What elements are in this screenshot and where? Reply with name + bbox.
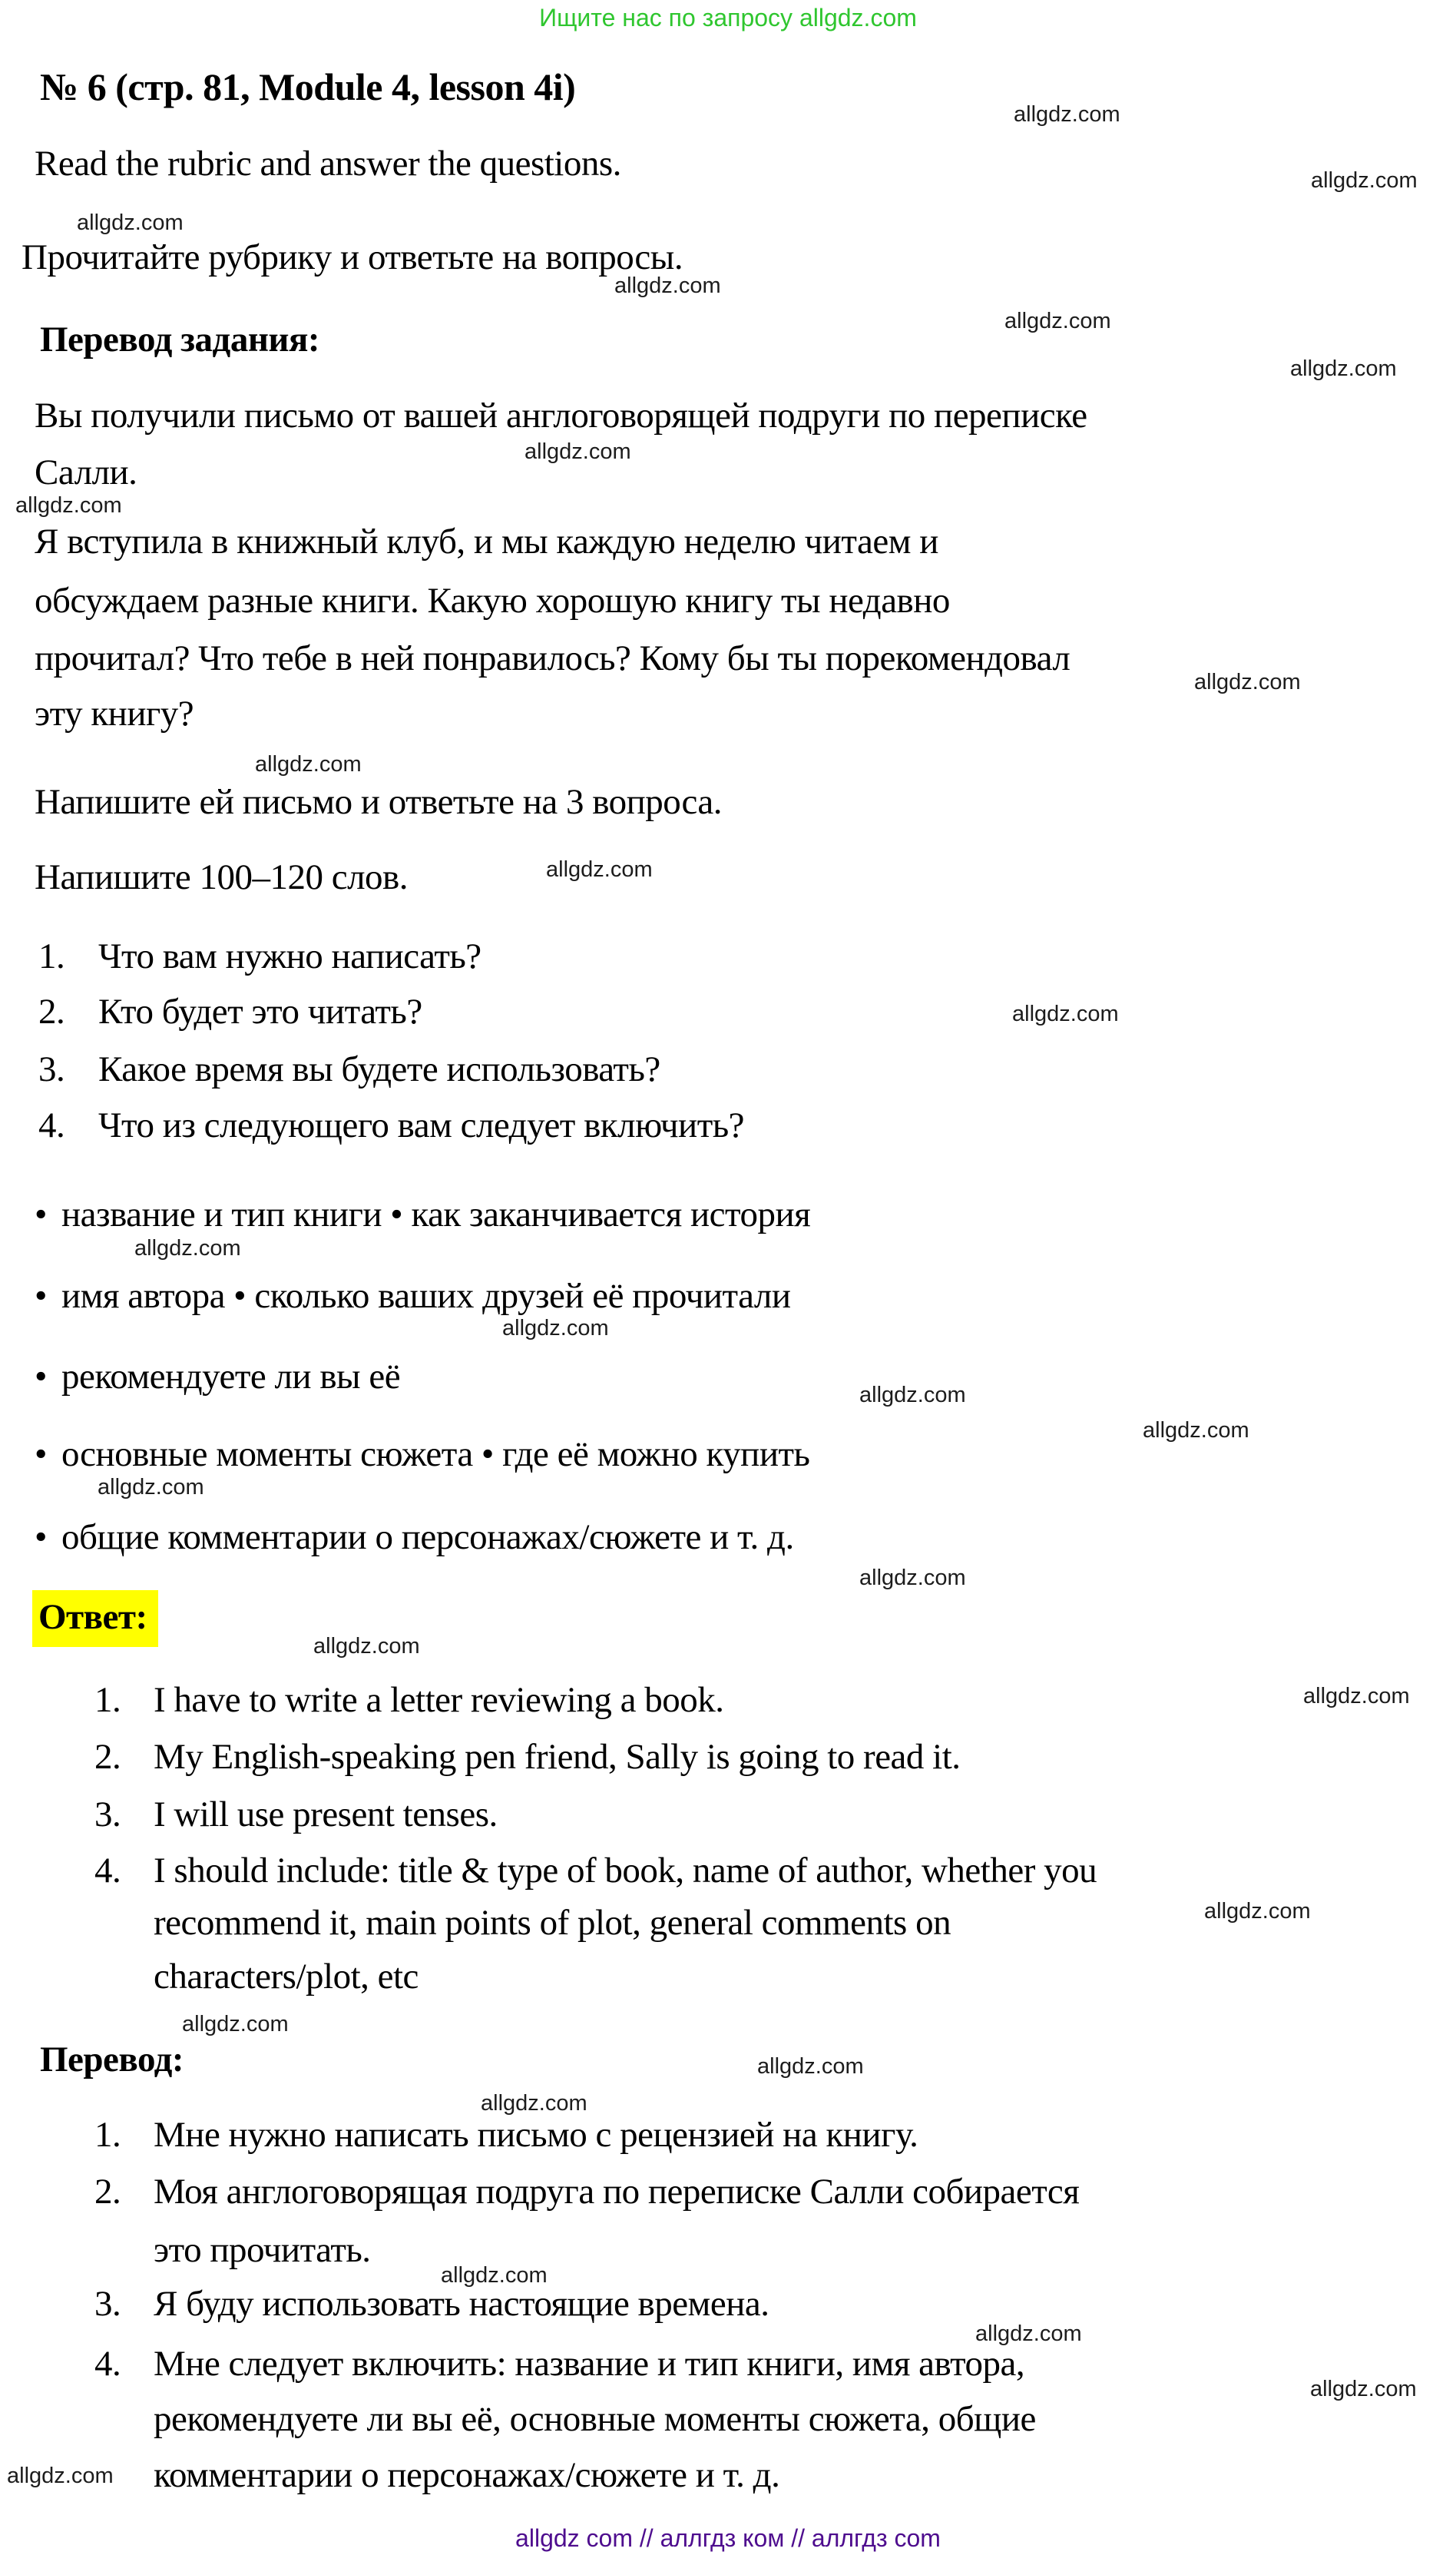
watermark: allgdz.com: [859, 1383, 966, 1407]
watermark: allgdz.com: [313, 1634, 420, 1659]
translation-heading: Перевод:: [40, 2040, 184, 2079]
answer-item: [94, 1738, 961, 1778]
answer-heading-label: Ответ:: [32, 1590, 158, 1647]
translation-text-continuation: рекомендуете ли вы её, основные моменты сюжета, общие: [154, 2399, 1036, 2439]
watermark: allgdz.com: [859, 1566, 966, 1590]
translation-text-continuation: комментарии о персонажах/сюжете и т. д.: [154, 2455, 780, 2495]
page-title: № 6 (стр. 81, Module 4, lesson 4i): [40, 65, 576, 108]
option-item: [35, 1518, 794, 1558]
option-item: [35, 1277, 791, 1317]
answer-item: [94, 1681, 723, 1721]
question-number: 1.: [38, 936, 65, 976]
answer-text-continuation: characters/plot, etc: [154, 1957, 419, 1997]
answer-number: 1.: [94, 1680, 121, 1720]
rubric-line: эту книгу?: [35, 694, 194, 734]
watermark: allgdz.com: [975, 2321, 1082, 2346]
rubric-line: Салли.: [35, 452, 137, 492]
footer-links: allgdz com // аллгдз ком // аллгдз com: [515, 2524, 941, 2552]
answer-item: [94, 1851, 1097, 1891]
watermark: allgdz.com: [1004, 309, 1111, 333]
watermark: allgdz.com: [441, 2263, 548, 2288]
task-translation-heading: Перевод задания:: [40, 320, 320, 360]
translation-text: Мне нужно написать письмо с рецензией на книгу.: [154, 2115, 918, 2155]
watermark: allgdz.com: [757, 2054, 864, 2079]
question-number: 2.: [38, 992, 65, 1032]
rubric-line: Напишите ей письмо и ответьте на 3 вопроса.: [35, 782, 723, 822]
translation-number: 4.: [94, 2344, 121, 2384]
translation-text: Я буду использовать настоящие времена.: [154, 2284, 769, 2324]
translation-item: [94, 2285, 769, 2325]
rubric-line: обсуждаем разные книги. Какую хорошую книгу ты недавно: [35, 581, 950, 621]
answer-text: My English-speaking pen friend, Sally is going to read it.: [154, 1737, 961, 1777]
question-item: [38, 1106, 744, 1146]
bullet-marker: •: [35, 1434, 47, 1474]
question-item: [38, 1050, 660, 1090]
watermark: allgdz.com: [524, 439, 631, 464]
answer-text-continuation: recommend it, main points of plot, general comments on: [154, 1903, 951, 1943]
bullet-marker: •: [35, 1357, 47, 1397]
watermark: allgdz.com: [98, 1475, 204, 1500]
header-notice: Ищите нас по запросу allgdz.com: [539, 4, 917, 31]
question-text: Кто будет это читать?: [98, 992, 422, 1032]
answer-item: [94, 1795, 498, 1835]
watermark: allgdz.com: [15, 493, 122, 518]
question-text: Что из следующего вам следует включить?: [98, 1105, 745, 1145]
rubric-line: Вы получили письмо от вашей англоговорящей подруги по переписке: [35, 396, 1087, 436]
watermark: allgdz.com: [1310, 2377, 1417, 2401]
answer-number: 4.: [94, 1851, 121, 1891]
watermark: allgdz.com: [481, 2091, 587, 2116]
watermark: allgdz.com: [77, 210, 184, 235]
watermark: allgdz.com: [182, 2012, 289, 2036]
question-number: 3.: [38, 1049, 65, 1089]
bullet-marker: •: [35, 1195, 47, 1234]
translation-item: [94, 2345, 1024, 2384]
bullet-marker: •: [35, 1517, 47, 1557]
question-number: 4.: [38, 1105, 65, 1145]
option-item: [35, 1357, 400, 1397]
watermark: allgdz.com: [7, 2464, 114, 2488]
watermark: allgdz.com: [1303, 1684, 1410, 1708]
watermark: allgdz.com: [1311, 168, 1418, 193]
translation-text: Мне следует включить: название и тип книги, имя автора,: [154, 2344, 1025, 2384]
option-item: [35, 1195, 810, 1235]
rubric-line: Я вступила в книжный клуб, и мы каждую неделю читаем и: [35, 522, 938, 562]
option-text: название и тип книги • как заканчивается история: [61, 1195, 811, 1234]
option-item: [35, 1435, 809, 1475]
watermark: allgdz.com: [1143, 1418, 1249, 1443]
watermark: allgdz.com: [1012, 1002, 1119, 1026]
question-text: Что вам нужно написать?: [98, 936, 481, 976]
instruction-ru: Прочитайте рубрику и ответьте на вопросы.: [22, 237, 683, 277]
watermark: allgdz.com: [1194, 670, 1301, 694]
watermark: allgdz.com: [1204, 1899, 1311, 1924]
answer-number: 2.: [94, 1737, 121, 1777]
watermark: allgdz.com: [255, 752, 362, 777]
option-text: рекомендуете ли вы её: [61, 1357, 401, 1397]
answer-text: I will use present tenses.: [154, 1794, 498, 1834]
translation-number: 2.: [94, 2172, 121, 2212]
watermark: allgdz.com: [614, 273, 721, 298]
watermark: allgdz.com: [1290, 356, 1397, 381]
answer-text: I should include: title & type of book, name of author, whether you: [154, 1851, 1097, 1891]
translation-number: 3.: [94, 2284, 121, 2324]
watermark: allgdz.com: [1014, 102, 1120, 127]
option-text: основные моменты сюжета • где её можно купить: [61, 1434, 810, 1474]
rubric-line: Напишите 100–120 слов.: [35, 857, 408, 897]
translation-text-continuation: это прочитать.: [154, 2230, 371, 2270]
option-text: общие комментарии о персонажах/сюжете и т. д.: [61, 1517, 794, 1557]
question-item: [38, 937, 481, 977]
bullet-marker: •: [35, 1276, 47, 1316]
translation-item: [94, 2172, 1079, 2212]
answer-number: 3.: [94, 1794, 121, 1834]
rubric-line: прочитал? Что тебе в ней понравилось? Кому бы ты порекомендовал: [35, 638, 1070, 678]
answer-text: I have to write a letter reviewing a book.: [154, 1680, 724, 1720]
question-item: [38, 993, 422, 1032]
watermark: allgdz.com: [546, 857, 653, 882]
instruction-en: Read the rubric and answer the questions.: [35, 144, 621, 184]
answer-heading: [32, 1590, 158, 1647]
translation-number: 1.: [94, 2115, 121, 2155]
watermark: allgdz.com: [502, 1316, 609, 1340]
option-text: имя автора • сколько ваших друзей её прочитали: [61, 1276, 791, 1316]
watermark: allgdz.com: [134, 1236, 241, 1261]
question-text: Какое время вы будете использовать?: [98, 1049, 660, 1089]
translation-item: [94, 2116, 918, 2156]
translation-text: Моя англоговорящая подруга по переписке Салли собирается: [154, 2172, 1080, 2212]
